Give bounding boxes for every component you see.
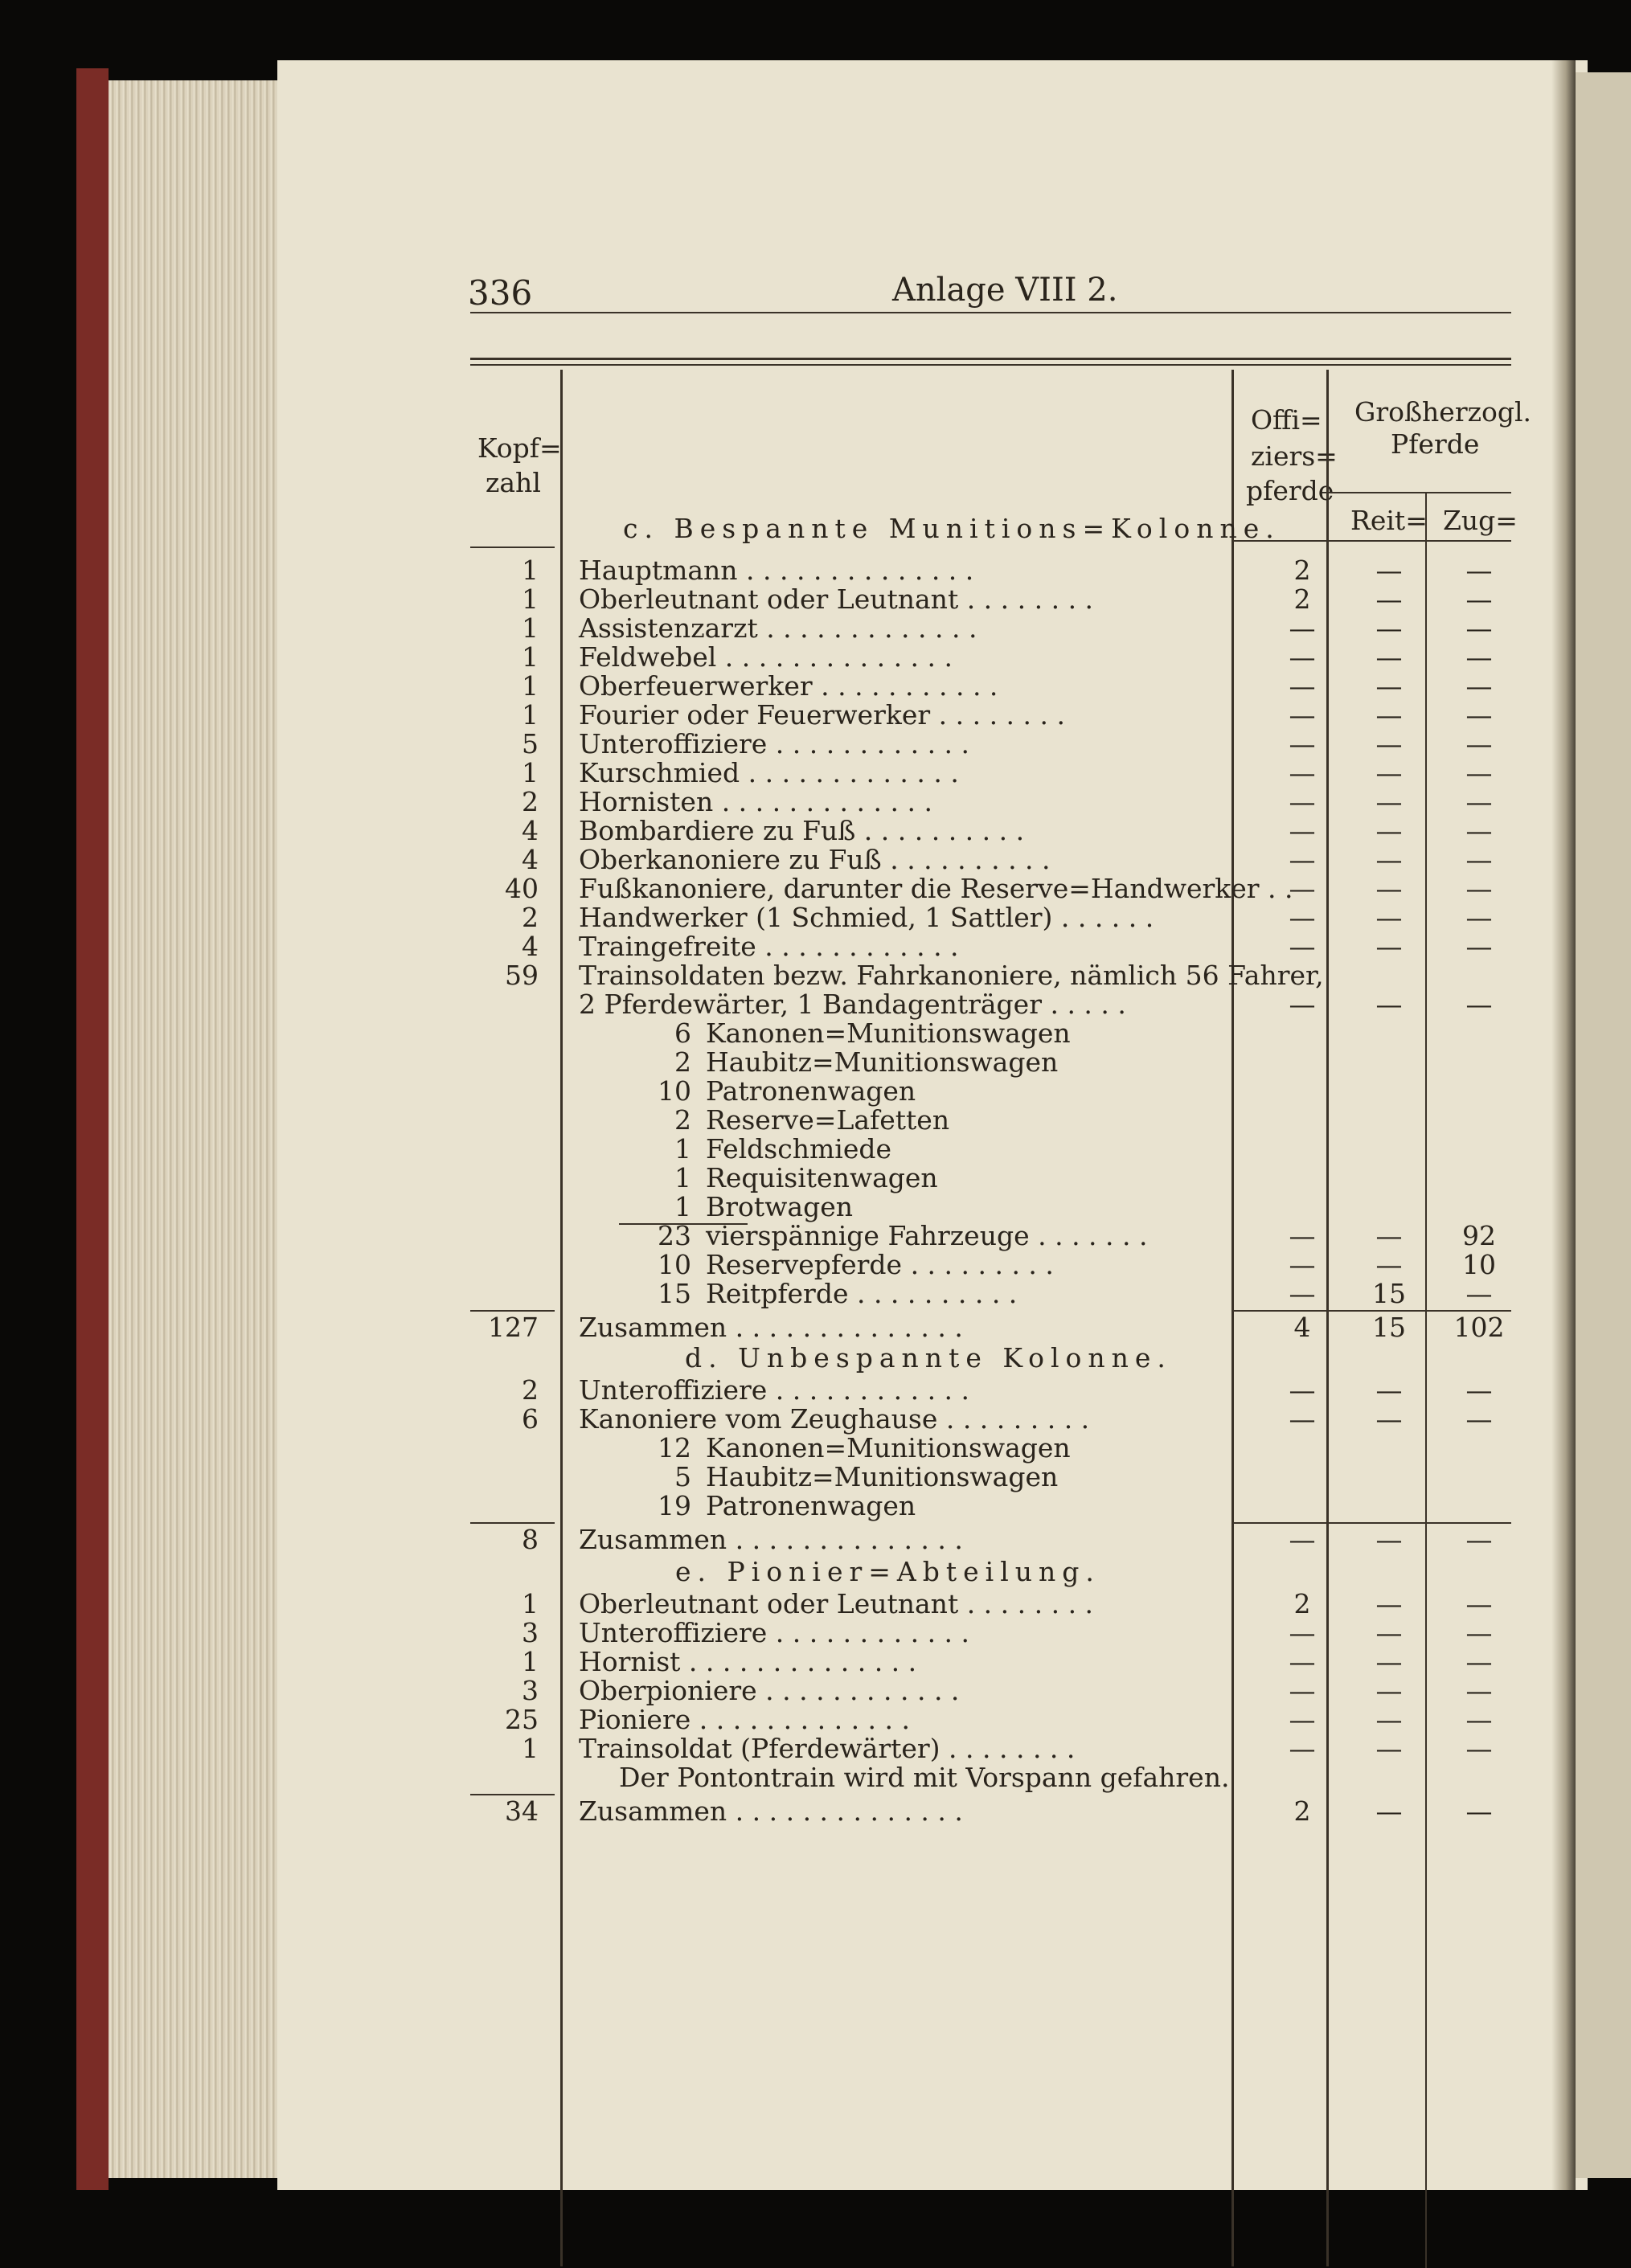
draft-horses-value: — [1465,931,1493,962]
officer-horses-value: — [1289,844,1316,875]
riding-horses-value: — [1375,815,1403,846]
head-bottom-rule-left [470,547,555,548]
draft-horses-value: — [1465,844,1493,875]
total-label: Zusammen . . . . . . . . . . . . . . [579,1312,963,1343]
section-c-title spaced: c. Bespannte Munitions=Kolonne. [623,513,1281,544]
col-head-kopfzahl-2: zahl [486,467,541,498]
draft-horses-value: — [1465,641,1493,673]
row-label: Unteroffiziere . . . . . . . . . . . . [579,1374,970,1406]
total-rule-d-left [470,1522,555,1524]
officer-horses-value: — [1289,1617,1316,1648]
draft-horses-value: — [1465,902,1493,933]
draft-horses-value: — [1465,1675,1493,1706]
draft-horses-value: — [1465,815,1493,846]
riding-horses-value: — [1375,728,1403,759]
draft-horses-value: — [1465,728,1493,759]
row-label: Hornisten . . . . . . . . . . . . . [579,786,932,817]
row-count: 3 [522,1675,539,1706]
row-label: Assistenzarzt . . . . . . . . . . . . . [579,612,977,644]
row-count: 4 [522,815,539,846]
officer-horses-value: 2 [1293,555,1311,586]
row-count: 4 [522,931,539,962]
horse-count: 10 [658,1249,691,1280]
riding-horses-value: 15 [1372,1278,1406,1309]
officer-horses-value: — [1289,641,1316,673]
total-riding-horses: — [1375,1524,1403,1555]
riding-horses-value: — [1375,1617,1403,1648]
vehicle-count: 1 [674,1191,691,1222]
draft-horses-value: — [1465,612,1493,644]
riding-horses-value: — [1375,1249,1403,1280]
section-e-title: e. Pionier=Abteilung. [675,1556,1100,1587]
draft-horses-value: — [1465,1733,1493,1764]
riding-horses-value: — [1375,1675,1403,1706]
row-count: 2 [522,1374,539,1406]
running-title: Anlage VIII 2. [892,272,1118,309]
col-rule-1 [560,370,563,2266]
riding-horses-value: — [1375,641,1403,673]
vehicle-count: 5 [674,1461,691,1492]
total-draft-horses: 102 [1453,1312,1505,1343]
draft-horses-value: — [1465,1403,1493,1435]
total-riding-horses: 15 [1372,1312,1406,1343]
book-cover-edge [76,68,109,2190]
vehicle-label: Kanonen=Munitionswagen [706,1432,1071,1464]
row-count: 1 [522,612,539,644]
col-rule-2 [1231,370,1234,2266]
row-count: 25 [505,1704,539,1735]
row-label: Fußkanoniere, darunter die Reserve=Handwerker . . [579,873,1293,904]
row-label: Trainsoldat (Pferdewärter) . . . . . . . . [579,1733,1076,1764]
officer-horses-value: — [1289,1278,1316,1309]
table-top-rule [470,358,1511,360]
page-gutter [1551,60,1576,2190]
horse-label: vierspännige Fahrzeuge . . . . . . . [706,1220,1148,1251]
row-label: Fourier oder Feuerwerker . . . . . . . . [579,699,1065,731]
row-count: 1 [522,757,539,788]
draft-horses-value: — [1465,1374,1493,1406]
row-label: Oberfeuerwerker . . . . . . . . . . . [579,670,998,702]
officer-horses-value: — [1289,1403,1316,1435]
row-count: 2 [522,786,539,817]
total-officer-horses: — [1289,1524,1316,1555]
draft-horses-value: — [1465,1588,1493,1619]
draft-horses-value: — [1465,873,1493,904]
vehicle-label: Patronenwagen [706,1490,916,1521]
col-head-offiziere-2: ziers= [1251,440,1338,472]
row-label: Hornist . . . . . . . . . . . . . . [579,1646,917,1677]
vehicle-count: 2 [674,1046,691,1078]
total-draft-horses: — [1465,1795,1493,1827]
officer-horses-value: — [1289,902,1316,933]
vehicle-count: 1 [674,1162,691,1193]
total-draft-horses: — [1465,1524,1493,1555]
officer-horses-value: — [1289,1675,1316,1706]
row-count: 1 [522,555,539,586]
officer-horses-value: — [1289,728,1316,759]
col-head-zug: Zug= [1443,505,1518,536]
draft-horses-value: — [1465,699,1493,731]
col-head-kopfzahl-1: Kopf= [477,432,562,464]
col-head-offiziere-1: Offi= [1251,404,1322,436]
riding-horses-value: — [1375,1733,1403,1764]
draft-horses-value: — [1465,989,1493,1020]
subhead-rule [1330,492,1511,493]
draft-horses-value: — [1465,757,1493,788]
draft-horses-value: — [1465,1646,1493,1677]
total-officer-horses: 2 [1293,1795,1311,1827]
draft-horses-value: — [1465,1278,1493,1309]
riding-horses-value: — [1375,844,1403,875]
vehicle-label: Kanonen=Munitionswagen [706,1017,1071,1049]
col-head-grossherzogl-1: Großherzogl. [1354,396,1532,428]
col-head-grossherzogl-2: Pferde [1391,428,1480,460]
page-edges [109,80,277,2178]
officer-horses-value: — [1289,873,1316,904]
horse-count: 15 [658,1278,691,1309]
riding-horses-value: — [1375,989,1403,1020]
draft-horses-value: — [1465,670,1493,702]
officer-horses-value: — [1289,931,1316,962]
row-label: Trainsoldaten bezw. Fahrkanoniere, nämlich 56 Fahrer, [579,960,1324,991]
row-label: Hauptmann . . . . . . . . . . . . . . [579,555,974,586]
row-count: 4 [522,844,539,875]
row-label: Unteroffiziere . . . . . . . . . . . . [579,1617,970,1648]
col-rule-4 [1425,492,1427,2268]
total-count: 34 [505,1795,539,1827]
row-count: 5 [522,728,539,759]
horse-label: Reitpferde . . . . . . . . . . [706,1278,1018,1309]
vehicle-label: Feldschmiede [706,1133,891,1165]
riding-horses-value: — [1375,583,1403,615]
row-count: 1 [522,670,539,702]
row-label: Feldwebel . . . . . . . . . . . . . . [579,641,953,673]
draft-horses-value: — [1465,583,1493,615]
riding-horses-value: — [1375,931,1403,962]
riding-horses-value: — [1375,612,1403,644]
riding-horses-value: — [1375,1220,1403,1251]
row-count: 6 [522,1403,539,1435]
vehicle-label: Haubitz=Munitionswagen [706,1461,1059,1492]
row-label: Traingefreite . . . . . . . . . . . . [579,931,959,962]
officer-horses-value: — [1289,1220,1316,1251]
row-count: 3 [522,1617,539,1648]
officer-horses-value: — [1289,1704,1316,1735]
officer-horses-value: — [1289,670,1316,702]
total-riding-horses: — [1375,1795,1403,1827]
vehicle-count: 19 [658,1490,691,1521]
page-number: 336 [468,273,533,313]
officer-horses-value: — [1289,1249,1316,1280]
row-label: Bombardiere zu Fuß . . . . . . . . . . [579,815,1025,846]
row-count: 1 [522,1733,539,1764]
officer-horses-value: — [1289,1374,1316,1406]
vehicle-count: 6 [674,1017,691,1049]
vehicle-label: Requisitenwagen [706,1162,938,1193]
total-count: 127 [488,1312,539,1343]
riding-horses-value: — [1375,670,1403,702]
riding-horses-value: — [1375,873,1403,904]
header-rule [470,312,1511,313]
total-count: 8 [522,1524,539,1555]
draft-horses-value: 92 [1462,1220,1496,1251]
vehicle-count: 2 [674,1104,691,1136]
row-label: Unteroffiziere . . . . . . . . . . . . [579,728,970,759]
row-label: Kurschmied . . . . . . . . . . . . . [579,757,959,788]
row-label: Oberleutnant oder Leutnant . . . . . . . . [579,1588,1094,1619]
col-head-reit: Reit= [1350,505,1428,536]
row-count: 1 [522,1646,539,1677]
table-top-rule-2 [470,364,1511,366]
vehicle-count: 12 [658,1432,691,1464]
riding-horses-value: — [1375,1403,1403,1435]
officer-horses-value: — [1289,989,1316,1020]
officer-horses-value: — [1289,1646,1316,1677]
row-count: 59 [505,960,539,991]
row-label: 2 Pferdewärter, 1 Bandagenträger . . . . . [579,989,1126,1020]
row-count: 1 [522,699,539,731]
officer-horses-value: — [1289,699,1316,731]
riding-horses-value: — [1375,1588,1403,1619]
riding-horses-value: — [1375,902,1403,933]
row-label: Oberpioniere . . . . . . . . . . . . [579,1675,960,1706]
riding-horses-value: — [1375,1646,1403,1677]
vehicle-count: 1 [674,1133,691,1165]
officer-horses-value: — [1289,1733,1316,1764]
row-label: Oberkanoniere zu Fuß . . . . . . . . . . [579,844,1051,875]
row-count: 40 [505,873,539,904]
vehicle-count: 10 [658,1075,691,1107]
vehicle-label: Brotwagen [706,1191,853,1222]
row-label: Oberleutnant oder Leutnant . . . . . . . . [579,583,1094,615]
riding-horses-value: — [1375,1704,1403,1735]
draft-horses-value: — [1465,786,1493,817]
officer-horses-value: — [1289,815,1316,846]
vehicle-label: Reserve=Lafetten [706,1104,950,1136]
officer-horses-value: 2 [1293,583,1311,615]
section-e-note: Der Pontontrain wird mit Vorspann gefahren. [619,1762,1230,1793]
row-label: Kanoniere vom Zeughause . . . . . . . . . [579,1403,1090,1435]
row-count: 1 [522,583,539,615]
riding-horses-value: — [1375,699,1403,731]
draft-horses-value: 10 [1462,1249,1496,1280]
officer-horses-value: 2 [1293,1588,1311,1619]
total-label: Zusammen . . . . . . . . . . . . . . [579,1795,963,1827]
facing-page-edge [1576,72,1631,2178]
draft-horses-value: — [1465,1704,1493,1735]
vehicle-label: Haubitz=Munitionswagen [706,1046,1059,1078]
officer-horses-value: — [1289,612,1316,644]
row-label: Pioniere . . . . . . . . . . . . . [579,1704,911,1735]
riding-horses-value: — [1375,786,1403,817]
row-count: 1 [522,1588,539,1619]
riding-horses-value: — [1375,555,1403,586]
section-d-title: d. Unbespannte Kolonne. [685,1342,1172,1373]
row-count: 1 [522,641,539,673]
draft-horses-value: — [1465,555,1493,586]
row-count: 2 [522,902,539,933]
draft-horses-value: — [1465,1617,1493,1648]
riding-horses-value: — [1375,757,1403,788]
horse-count: 23 [658,1220,691,1251]
total-label: Zusammen . . . . . . . . . . . . . . [579,1524,963,1555]
row-label: Handwerker (1 Schmied, 1 Sattler) . . . . . . [579,902,1154,933]
col-head-offiziere-3: pferde [1246,475,1334,506]
riding-horses-value: — [1375,1374,1403,1406]
officer-horses-value: — [1289,757,1316,788]
total-officer-horses: 4 [1293,1312,1311,1343]
officer-horses-value: — [1289,786,1316,817]
vehicle-label: Patronenwagen [706,1075,916,1107]
horse-label: Reservepferde . . . . . . . . . [706,1249,1054,1280]
